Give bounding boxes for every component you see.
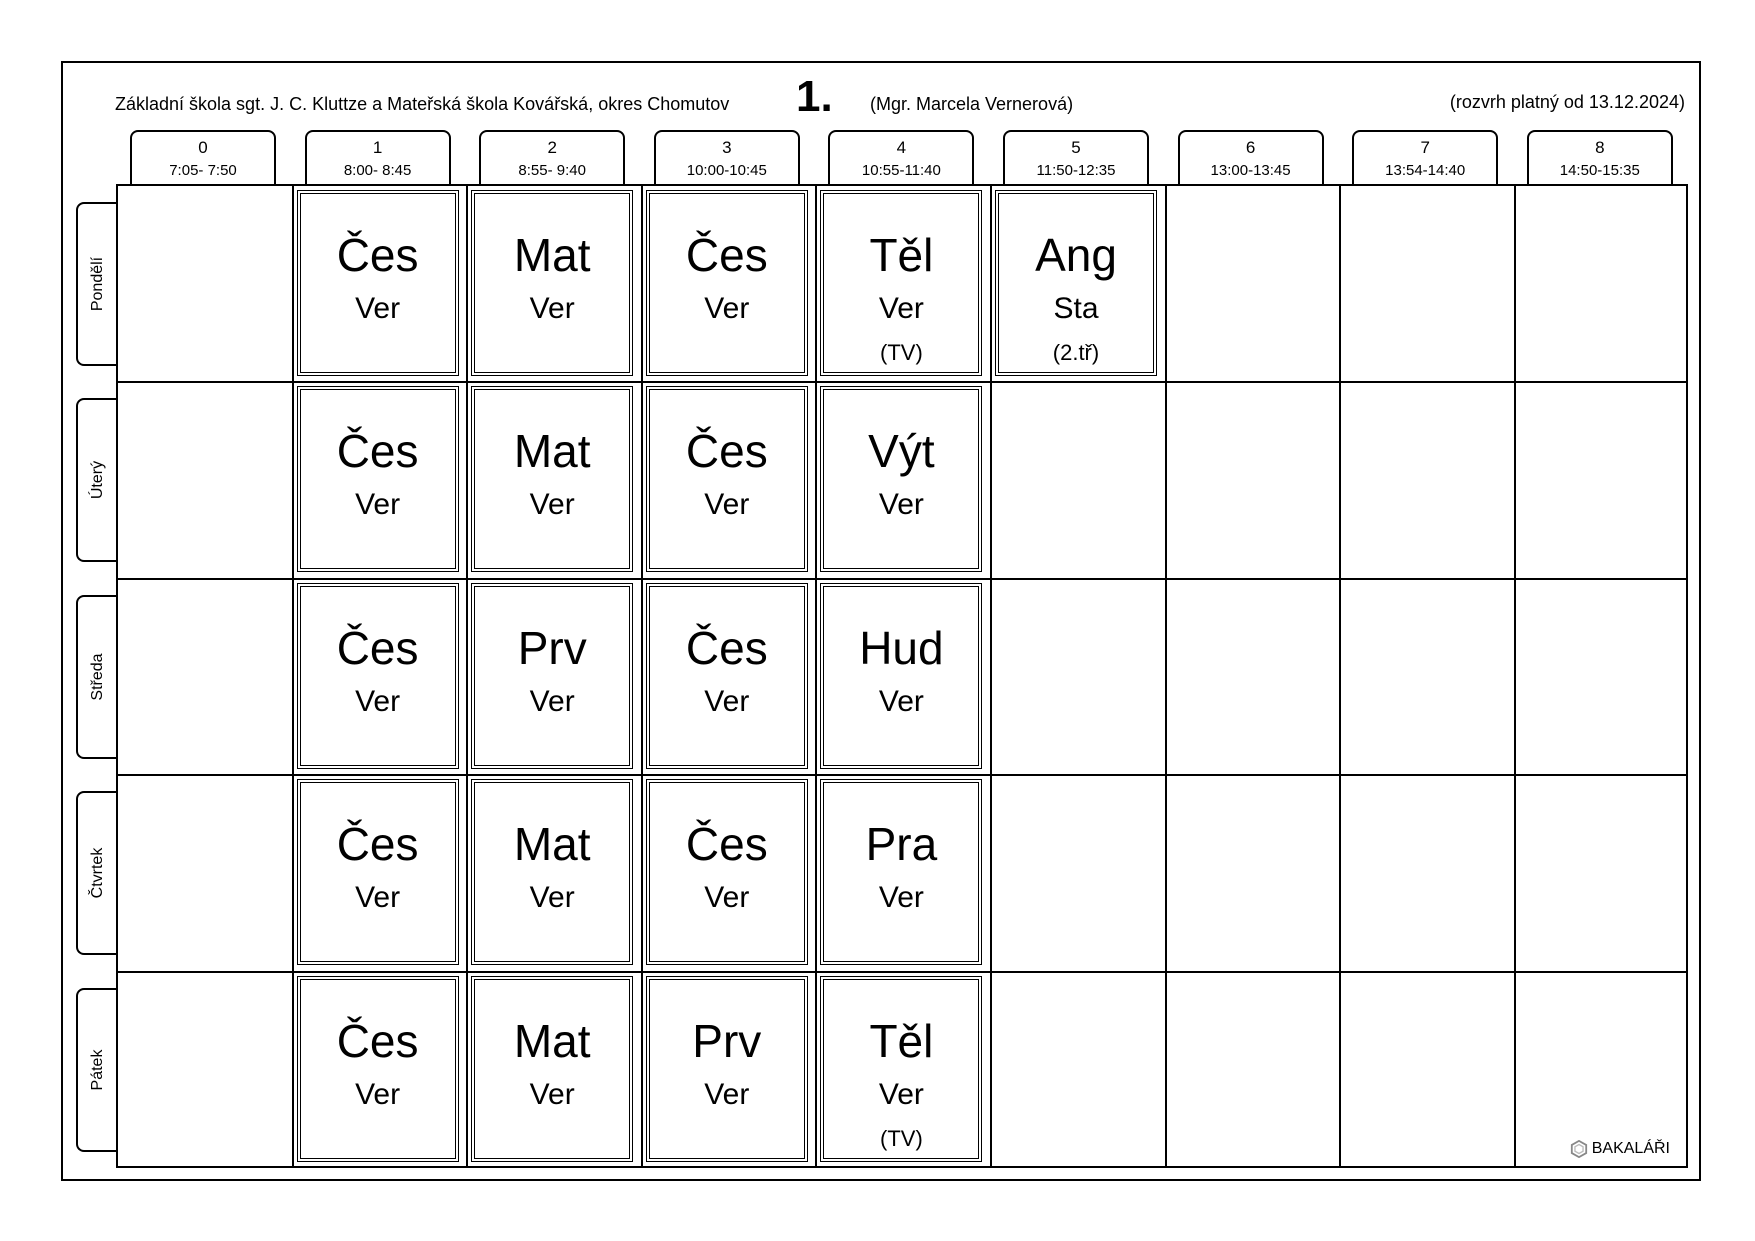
- grid-column-line: [1339, 186, 1341, 1166]
- lesson-subject: Mat: [513, 229, 591, 281]
- class-teacher: (Mgr. Marcela Vernerová): [870, 94, 1074, 114]
- period-time: 10:00-10:45: [686, 162, 767, 179]
- grid-column-line: [292, 186, 294, 1166]
- lesson-subject: Prv: [517, 621, 587, 674]
- period-time: 13:54-14:40: [1385, 162, 1466, 179]
- period-number: 3: [722, 138, 732, 157]
- lesson-room: (TV): [880, 1125, 923, 1151]
- lesson-cell: [820, 779, 982, 965]
- lesson-cell: [646, 190, 808, 376]
- lesson-teacher: Ver: [355, 881, 401, 915]
- lesson-subject: Mat: [513, 818, 591, 871]
- period-header-7: [1352, 130, 1498, 184]
- timetable-grid: [116, 184, 1688, 1168]
- lesson-teacher: Ver: [704, 1077, 750, 1111]
- lesson-teacher: Ver: [355, 488, 401, 522]
- lesson-subject: Pra: [865, 818, 938, 871]
- lesson-subject: Výt: [868, 425, 935, 478]
- lesson-teacher: Ver: [529, 881, 575, 915]
- period-header-2: [479, 130, 625, 184]
- lesson-cell: [646, 779, 808, 965]
- lesson-subject: Hud: [859, 621, 944, 674]
- lesson-subject: Čes: [336, 818, 419, 871]
- valid-from: (rozvrh platný od 13.12.2024): [1449, 92, 1685, 112]
- lesson-teacher: Ver: [704, 292, 750, 325]
- lesson-teacher: Ver: [878, 881, 924, 915]
- grid-column-line: [815, 186, 817, 1166]
- period-number: 7: [1420, 138, 1430, 157]
- period-time: 13:00-13:45: [1210, 162, 1291, 179]
- lesson-room: (2.tř): [1052, 340, 1100, 365]
- lesson-cell: [820, 976, 982, 1162]
- lesson-teacher: Ver: [878, 488, 924, 522]
- grid-row-line: [118, 381, 1686, 383]
- lesson-subject: Čes: [336, 229, 419, 281]
- period-time: 8:00- 8:45: [343, 162, 412, 179]
- day-name: Středa: [89, 653, 106, 701]
- lesson-teacher: Ver: [355, 292, 401, 325]
- lesson-cell: [820, 583, 982, 769]
- period-header-1: [305, 130, 451, 184]
- lesson-cell: [820, 386, 982, 572]
- lesson-cell: [646, 583, 808, 769]
- lesson-teacher: Ver: [704, 488, 750, 522]
- lesson-teacher: Ver: [355, 1077, 401, 1111]
- lesson-teacher: Ver: [704, 881, 750, 915]
- logo-text: BAKALÁŘI: [1591, 1140, 1670, 1157]
- lesson-teacher: Ver: [529, 488, 575, 522]
- lesson-subject: Čes: [685, 621, 768, 674]
- lesson-cell: [297, 779, 459, 965]
- period-number: 5: [1071, 138, 1081, 157]
- lesson-subject: Čes: [336, 621, 419, 674]
- period-time: 7:05- 7:50: [169, 162, 237, 179]
- period-number: 2: [547, 138, 557, 157]
- school-name: Základní škola sgt. J. C. Kluttze a Mateřská škola Kovářská, okres Chomutov: [115, 94, 730, 114]
- period-header-3: [654, 130, 800, 184]
- lesson-subject: Čes: [685, 229, 768, 281]
- lesson-cell: [297, 386, 459, 572]
- grid-row-line: [118, 774, 1686, 776]
- period-header-0: [130, 130, 276, 184]
- lesson-cell: [297, 583, 459, 769]
- day-name: Čtvrtek: [89, 847, 106, 899]
- day-name: Úterý: [89, 461, 106, 500]
- lesson-teacher: Ver: [355, 684, 401, 718]
- period-number: 6: [1245, 138, 1256, 157]
- lesson-teacher: Ver: [529, 1077, 575, 1111]
- lesson-cell: [820, 190, 982, 376]
- lesson-subject: Ang: [1035, 229, 1117, 281]
- lesson-cell: [471, 583, 633, 769]
- lesson-cell: [995, 190, 1157, 376]
- lesson-cell: [471, 190, 633, 376]
- period-time: 11:50-12:35: [1036, 162, 1116, 179]
- lesson-cell: [471, 386, 633, 572]
- lesson-teacher: Ver: [704, 684, 750, 718]
- day-header-2: [76, 595, 118, 759]
- lesson-subject: Mat: [513, 1014, 591, 1067]
- lesson-teacher: Ver: [529, 292, 575, 325]
- lesson-teacher: Ver: [529, 684, 575, 718]
- bakalari-logo: [1570, 1140, 1670, 1158]
- grid-row-line: [118, 578, 1686, 580]
- day-header-4: [76, 988, 118, 1152]
- day-name: Pátek: [89, 1049, 106, 1091]
- period-header-6: [1178, 130, 1324, 184]
- class-name: 1.: [796, 72, 833, 121]
- lesson-subject: Čes: [336, 425, 419, 478]
- period-header-5: [1003, 130, 1149, 184]
- lesson-teacher: Sta: [1053, 292, 1099, 325]
- grid-row-line: [118, 971, 1686, 973]
- lesson-teacher: Ver: [878, 684, 924, 718]
- lesson-subject: Čes: [336, 1014, 419, 1067]
- period-header-8: [1527, 130, 1673, 184]
- period-time: 8:55- 9:40: [518, 162, 586, 179]
- lesson-room: (TV): [880, 340, 923, 365]
- period-number: 0: [198, 138, 208, 157]
- lesson-cell: [646, 976, 808, 1162]
- day-header-3: [76, 791, 118, 955]
- lesson-cell: [471, 976, 633, 1162]
- hexagon-logo-icon: [1570, 1140, 1588, 1158]
- lesson-cell: [297, 190, 459, 376]
- grid-column-line: [466, 186, 468, 1166]
- day-name: Pondělí: [89, 256, 106, 312]
- lesson-cell: [297, 976, 459, 1162]
- grid-column-line: [990, 186, 992, 1166]
- lesson-subject: Čes: [685, 818, 768, 871]
- lesson-subject: Mat: [513, 425, 591, 478]
- lesson-subject: Čes: [685, 425, 768, 478]
- grid-column-line: [641, 186, 643, 1166]
- lesson-teacher: Ver: [878, 292, 924, 325]
- lesson-cell: [646, 386, 808, 572]
- period-time: 10:55-11:40: [861, 162, 941, 179]
- period-header-4: [828, 130, 974, 184]
- period-time: 14:50-15:35: [1559, 162, 1640, 179]
- grid-column-line: [1514, 186, 1516, 1166]
- period-number: 8: [1595, 138, 1605, 157]
- period-number: 4: [896, 138, 907, 157]
- day-header-1: [76, 398, 118, 562]
- grid-column-line: [1165, 186, 1167, 1166]
- day-header-0: [76, 202, 118, 366]
- lesson-subject: Prv: [692, 1014, 762, 1067]
- lesson-teacher: Ver: [878, 1077, 924, 1111]
- lesson-subject: Těl: [869, 1014, 934, 1067]
- period-number: 1: [372, 138, 383, 157]
- lesson-subject: Těl: [869, 229, 934, 281]
- lesson-cell: [471, 779, 633, 965]
